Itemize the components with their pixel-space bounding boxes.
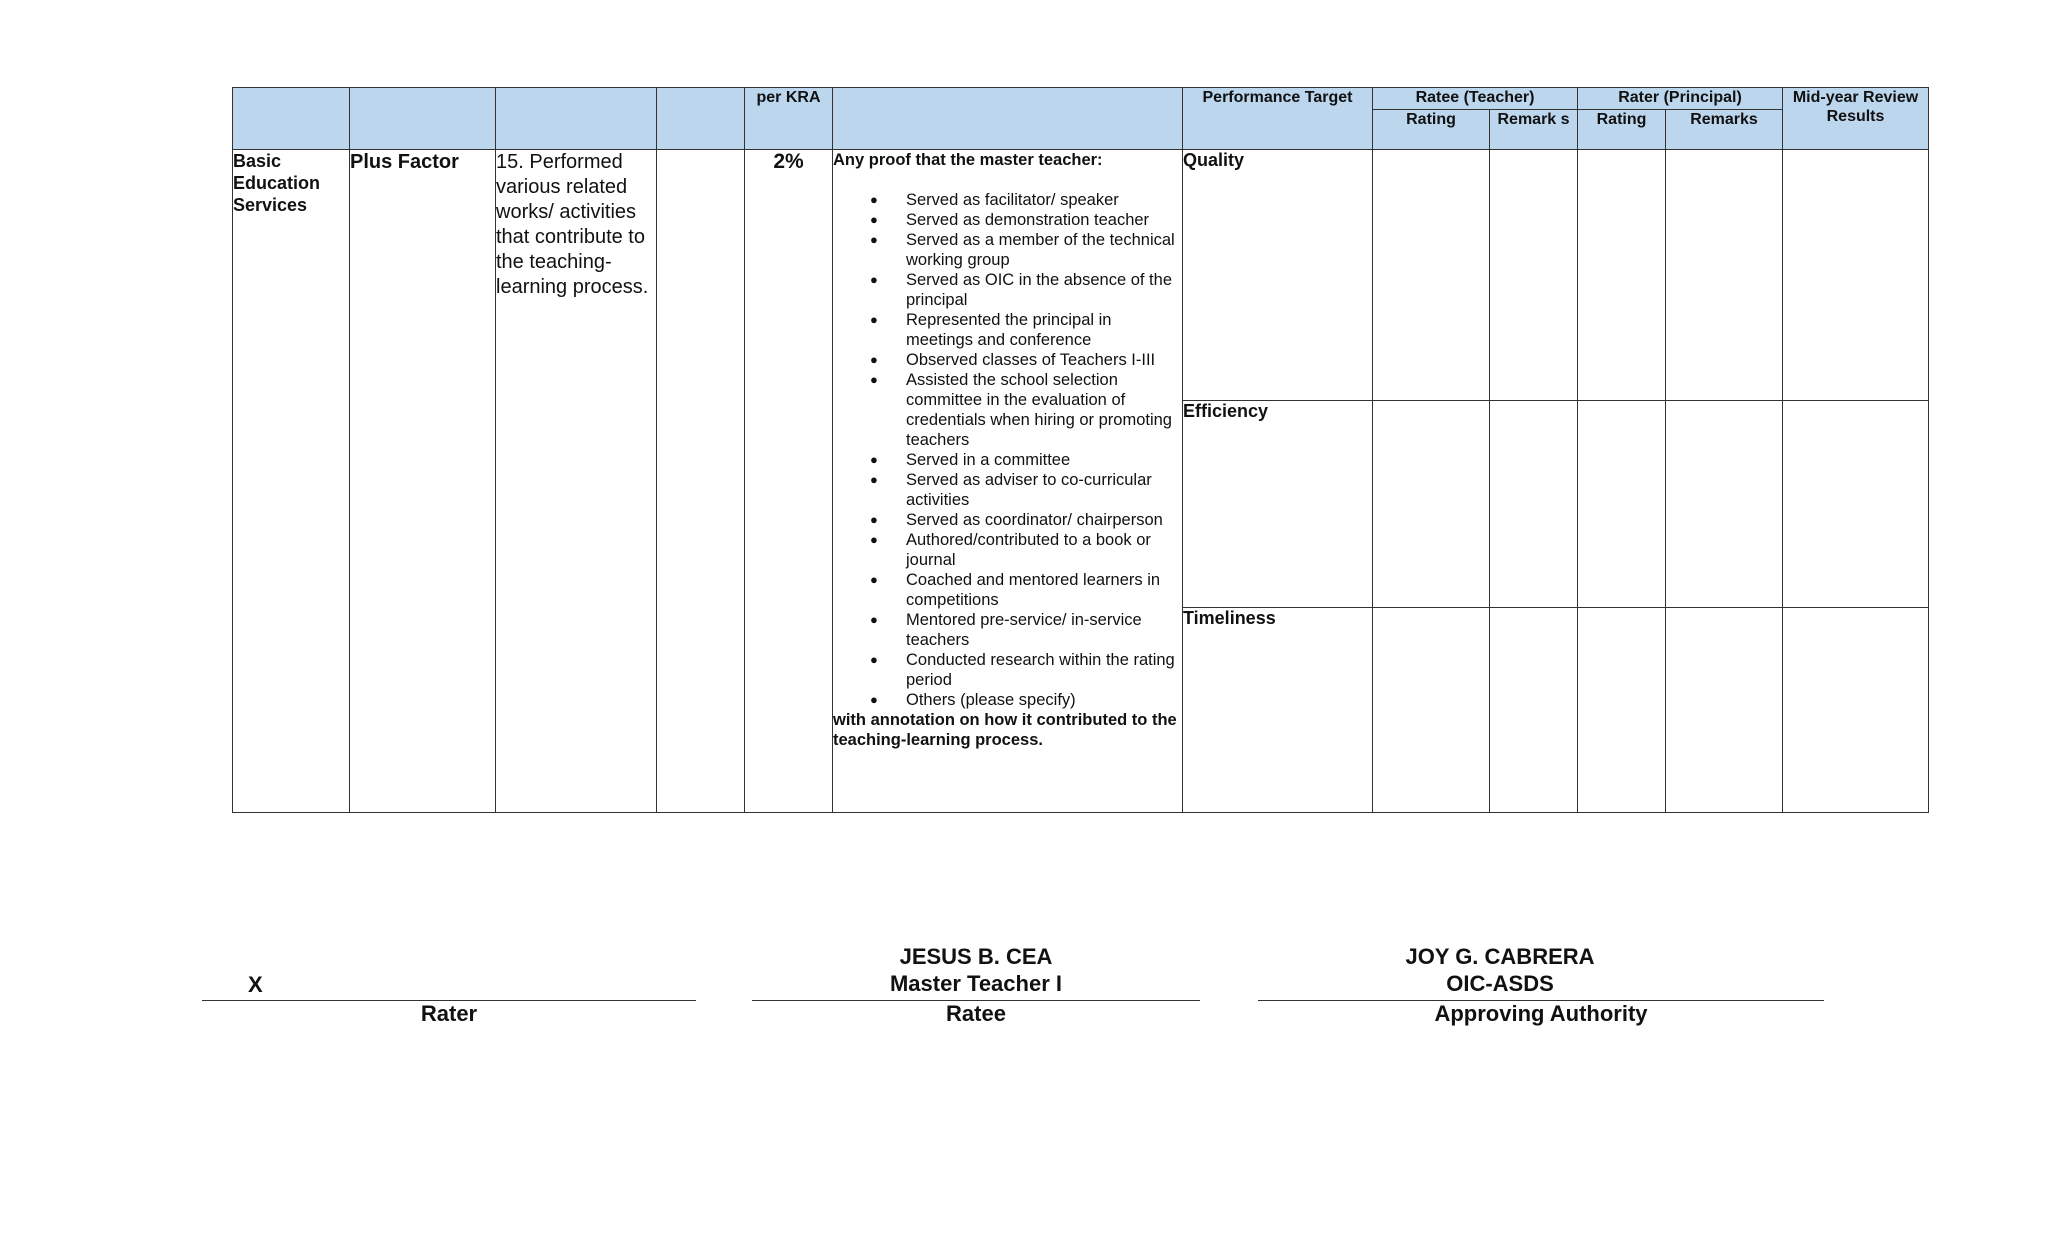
- midyear-efficiency[interactable]: [1783, 401, 1929, 608]
- target-quality: Quality: [1183, 150, 1373, 401]
- objective-text: 15. Performed various related works/ activities that contribute to the teaching-learning process.: [496, 150, 657, 813]
- header-rater-principal: Rater (Principal): [1578, 88, 1783, 110]
- means-item: ● Served as adviser to co-curricular activities: [906, 470, 1182, 510]
- means-item: ● Served as facilitator/ speaker: [906, 190, 1182, 210]
- target-timeliness: Timeliness: [1183, 608, 1373, 813]
- header-performance-target: Performance Target: [1183, 88, 1373, 150]
- midyear-quality[interactable]: [1783, 150, 1929, 401]
- approver-caption: Approving Authority: [1434, 1001, 1648, 1026]
- blank-column: [657, 150, 745, 813]
- header-ratee-remarks: Remark s: [1490, 110, 1578, 150]
- ratee-remarks-timeliness[interactable]: [1490, 608, 1578, 813]
- means-item: ● Served as OIC in the absence of the principal: [906, 270, 1182, 310]
- ratee-position: Master Teacher I: [889, 971, 1062, 996]
- means-item: ● Authored/contributed to a book or journal: [906, 530, 1182, 570]
- header-rater-remarks: Remarks: [1666, 110, 1783, 150]
- target-efficiency: Efficiency: [1183, 401, 1373, 608]
- table-row-quality: [233, 150, 1929, 401]
- rater-rating-efficiency[interactable]: [1578, 401, 1666, 608]
- ratee-rating-timeliness[interactable]: [1373, 608, 1490, 813]
- rater-rating-timeliness[interactable]: [1578, 608, 1666, 813]
- ratee-remarks-efficiency[interactable]: [1490, 401, 1578, 608]
- rater-caption: Rater: [420, 1001, 478, 1026]
- midyear-timeliness[interactable]: [1783, 608, 1929, 813]
- means-lead: Any proof that the master teacher:: [833, 151, 1103, 169]
- approver-name: JOY G. CABRERA: [1405, 944, 1595, 969]
- means-item: ● Represented the principal in meetings and conference: [906, 310, 1182, 350]
- plus-factor: Plus Factor: [350, 150, 496, 813]
- rater-remarks-efficiency[interactable]: [1666, 401, 1783, 608]
- header-midyear-review: Mid-year Review Results: [1783, 88, 1929, 150]
- header-blank-1: [233, 88, 350, 150]
- weight-per-kra: 2%: [745, 150, 833, 813]
- means-item: ● Served in a committee: [906, 450, 1182, 470]
- ratee-rating-quality[interactable]: [1373, 150, 1490, 401]
- means-item: ● Served as coordinator/ chairperson: [906, 510, 1182, 530]
- means-list: [833, 190, 1182, 710]
- ratee-rating-efficiency[interactable]: [1373, 401, 1490, 608]
- header-ratee-teacher: Ratee (Teacher): [1373, 88, 1578, 110]
- header-blank-2: [350, 88, 496, 150]
- header-per-kra: per KRA: [745, 88, 833, 150]
- means-item: ● Conducted research within the rating period: [906, 650, 1182, 690]
- header-blank-4: [657, 88, 745, 150]
- means-item: ● Assisted the school selection committee in the evaluation of credentials when hiring or promoting teachers: [906, 370, 1182, 450]
- means-item: ● Mentored pre-service/ in-service teachers: [906, 610, 1182, 650]
- means-tail: with annotation on how it contributed to the teaching-learning process.: [833, 711, 1177, 749]
- means-item: ● Observed classes of Teachers I-III: [906, 350, 1182, 370]
- header-ratee-rating: Rating: [1373, 110, 1490, 150]
- means-item: ● Coached and mentored learners in competitions: [906, 570, 1182, 610]
- header-row-1: [233, 88, 1929, 110]
- header-blank-3: [496, 88, 657, 150]
- ratee-name: JESUS B. CEA: [899, 944, 1053, 969]
- kra-area: Basic Education Services: [233, 150, 350, 813]
- means-of-verification: [833, 150, 1183, 813]
- header-blank-6: [833, 88, 1183, 150]
- rater-remarks-timeliness[interactable]: [1666, 608, 1783, 813]
- means-item: ● Served as demonstration teacher: [906, 210, 1182, 230]
- ratee-caption: Ratee: [946, 1001, 1006, 1026]
- performance-table: [232, 87, 1929, 813]
- rater-mark: X: [248, 972, 263, 997]
- header-rater-rating: Rating: [1578, 110, 1666, 150]
- means-item: ● Served as a member of the technical working group: [906, 230, 1182, 270]
- rater-rating-quality[interactable]: [1578, 150, 1666, 401]
- ratee-remarks-quality[interactable]: [1490, 150, 1578, 401]
- approver-position: OIC-ASDS: [1446, 971, 1554, 996]
- rater-remarks-quality[interactable]: [1666, 150, 1783, 401]
- means-item: ● Others (please specify): [906, 690, 1182, 710]
